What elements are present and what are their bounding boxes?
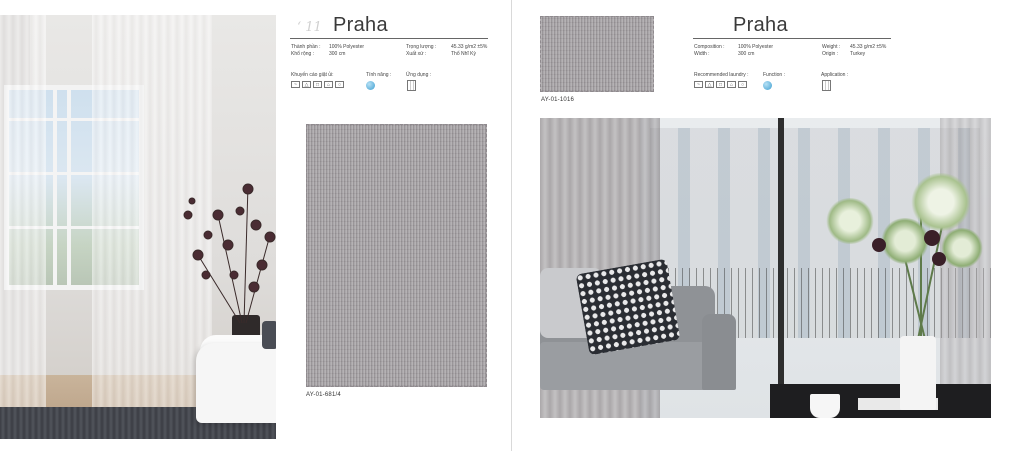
dark-flower: [872, 238, 886, 252]
dry-icon: □: [313, 81, 322, 88]
spec-value: Turkey: [850, 50, 866, 57]
curtain-icon: [822, 80, 831, 91]
white-vase: [900, 336, 936, 410]
spec-key: Composition :: [694, 44, 725, 50]
left-room-photo: [0, 15, 276, 439]
spec-key: Khổ rộng :: [291, 50, 315, 57]
spec-value: 100% Polyester: [738, 44, 774, 50]
application-label: Application :: [821, 72, 849, 78]
sheer-curtain-panel: [940, 118, 991, 418]
cup: [810, 394, 840, 418]
spec-value: 100% Polyester: [329, 44, 365, 50]
spec-value: 300 cm: [329, 50, 346, 57]
swatch-code: AY-01-681/4: [306, 392, 341, 398]
flower-head: [940, 228, 984, 268]
title-rule: [693, 38, 891, 39]
spec-value: 300 cm: [738, 50, 755, 57]
curtain-icon: [407, 80, 416, 91]
care-icons: [291, 81, 344, 88]
dry-icon: □: [716, 81, 725, 88]
page-gutter: [511, 0, 512, 451]
iron-icon: ⌂: [324, 81, 333, 88]
spec-value: Thổ Nhĩ Kỳ: [451, 50, 477, 57]
page-title: Praha: [733, 14, 788, 36]
flower-head: [880, 218, 930, 264]
spec-key: Weight :: [822, 44, 841, 50]
spec-block-right: [406, 44, 487, 57]
plant-branches: [178, 175, 276, 325]
right-room-photo: [540, 118, 991, 418]
white-sofa: [196, 343, 276, 423]
spec-value: 45.33 g/m2 ±5%: [451, 44, 488, 50]
spec-key: Trọng lượng :: [406, 44, 437, 50]
spec-value: 45.33 g/m2 ±5%: [850, 44, 887, 50]
globe-icon: [763, 81, 772, 90]
spec-block-right: [822, 44, 886, 57]
bleach-icon: △: [705, 81, 714, 88]
page-title: Praha: [333, 14, 388, 36]
wash-icon: ~: [291, 81, 300, 88]
application-label: Ứng dụng :: [406, 72, 432, 78]
sheer-curtain-panel: [0, 15, 46, 407]
spec-key: Origin :: [822, 50, 839, 57]
spec-block-left: [694, 44, 773, 57]
spec-key: Xuất xứ :: [406, 50, 427, 57]
spec-key: Width :: [694, 50, 710, 57]
patterned-pillow: [576, 259, 681, 356]
fabric-swatch: [306, 124, 487, 387]
dryclean-icon: ○: [335, 81, 344, 88]
spec-key: Thành phần :: [291, 44, 321, 50]
left-title-row: [297, 14, 388, 37]
bleach-icon: △: [302, 81, 311, 88]
dryclean-icon: ○: [738, 81, 747, 88]
swatch-code: AY-01-1016: [541, 97, 575, 103]
dark-flower: [924, 230, 940, 246]
iron-icon: ⌂: [727, 81, 736, 88]
care-icons: [694, 81, 747, 88]
function-label: Function :: [763, 72, 785, 78]
dark-flower: [932, 252, 946, 266]
fabric-swatch-small: [540, 16, 654, 92]
wash-icon: ~: [694, 81, 703, 88]
door-frame: [778, 118, 784, 388]
pillow: [262, 321, 276, 349]
title-rule: [290, 38, 488, 39]
care-label: Recommended laundry :: [694, 72, 749, 78]
right-title-row: [733, 14, 788, 37]
globe-icon: [366, 81, 375, 90]
flower-head: [825, 198, 875, 244]
function-label: Tính năng :: [366, 72, 392, 78]
spec-block-left: [291, 44, 364, 57]
care-label: Khuyến cáo giặt ủi:: [291, 72, 334, 78]
brand-mark: ‘ 11: [297, 20, 322, 35]
